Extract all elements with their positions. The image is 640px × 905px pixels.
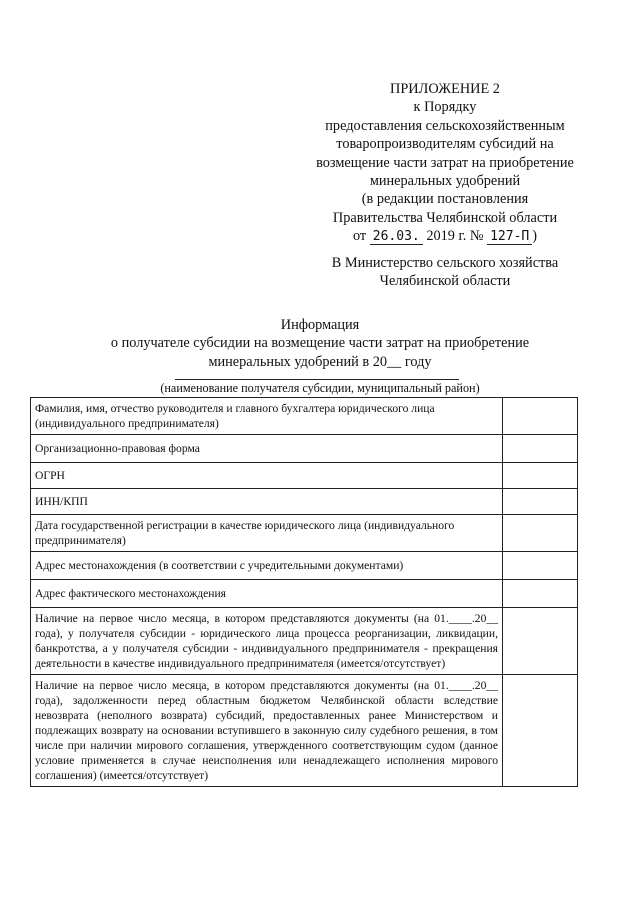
recipient-caption: (наименование получателя субсидии, муниципальный район) — [160, 381, 480, 395]
row-label: Адрес фактического местонахождения — [31, 580, 503, 608]
table-row — [31, 489, 578, 515]
row-value-cell[interactable] — [503, 463, 578, 489]
table-row — [31, 580, 578, 608]
row-value-cell[interactable] — [503, 435, 578, 463]
appendix-line: к Порядку — [413, 99, 477, 116]
row-label: Организационно-правовая форма — [31, 435, 503, 463]
appendix-line: (в редакции постановления — [361, 191, 529, 208]
row-label: Фамилия, имя, отчество руководителя и главного бухгалтера юридического лица (индивидуального предпринимателя) — [31, 398, 503, 435]
table-row — [31, 515, 578, 552]
table-row — [31, 552, 578, 580]
row-value-cell[interactable] — [503, 552, 578, 580]
table-row — [31, 608, 578, 675]
row-label: ОГРН — [31, 463, 503, 489]
row-value-cell[interactable] — [503, 515, 578, 552]
document-heading — [60, 316, 580, 371]
row-value-cell[interactable] — [503, 580, 578, 608]
table-row — [31, 435, 578, 463]
appendix-line: Правительства Челябинской области — [332, 209, 558, 226]
row-label: ИНН/КПП — [31, 489, 503, 515]
document-title: Информация — [280, 317, 360, 333]
appendix-block — [300, 80, 590, 246]
row-value-cell[interactable] — [503, 489, 578, 515]
recipient-name-field[interactable] — [175, 379, 459, 380]
table-row — [31, 675, 578, 787]
addressee-line-2: Челябинской области — [379, 273, 511, 290]
date-value: 26.03. — [370, 230, 423, 245]
appendix-title: ПРИЛОЖЕНИЕ 2 — [390, 81, 500, 97]
date-suffix: 2019 г. № — [426, 228, 484, 245]
decree-number: 127-П — [487, 230, 532, 245]
closing-paren: ) — [532, 228, 538, 245]
row-label: Адрес местонахождения (в соответствии с учредительными документами) — [31, 552, 503, 580]
appendix-line: возмещение части затрат на приобретение — [316, 154, 574, 171]
addressee-line-1: В Министерство сельского хозяйства — [331, 255, 559, 271]
appendix-line: товаропроизводителям субсидий на — [336, 136, 554, 153]
document-subtitle-line-1: о получателе субсидии на возмещение части затрат на приобретение — [110, 335, 530, 352]
row-label: Наличие на первое число месяца, в котором представляются документы (на 01.____.20__ года), задолженности перед областным бюджетом Челябинской области вследствие невозврата (неполного возврата) субсидий, предоставленных ранее Министерством и подлежащих возврату на основании вступившего в законную силу судебного решения, в том числе при наличии мирового соглашения, утвержденного соответствующим судом (данное условие применяется в случае неисполнения или ненадлежащего исполнения мирового соглашения) (имеется/отсутствует) — [31, 675, 503, 787]
row-value-cell[interactable] — [503, 608, 578, 675]
document-subtitle-line-2: минеральных удобрений в 20__ году — [208, 353, 432, 370]
addressee-block — [300, 254, 590, 291]
row-label: Дата государственной регистрации в качестве юридического лица (индивидуального предпринимателя) — [31, 515, 503, 552]
appendix-date-line — [300, 227, 590, 245]
info-table — [30, 397, 578, 787]
row-label: Наличие на первое число месяца, в котором представляются документы (на 01.____.20__ года), у получателя субсидии - юридического лица процесса реорганизации, ликвидации, банкротства, а у получателя субсидии - индивидуального предпринимателя - прекращения деятельности в качестве индивидуального предпринимателя (имеется/отсутствует) — [31, 608, 503, 675]
appendix-line: предоставления сельскохозяйственным — [325, 117, 565, 134]
row-value-cell[interactable] — [503, 675, 578, 787]
appendix-line: минеральных удобрений — [369, 173, 521, 190]
table-row — [31, 398, 578, 435]
row-value-cell[interactable] — [503, 398, 578, 435]
table-row — [31, 463, 578, 489]
date-prefix: от — [352, 228, 367, 245]
